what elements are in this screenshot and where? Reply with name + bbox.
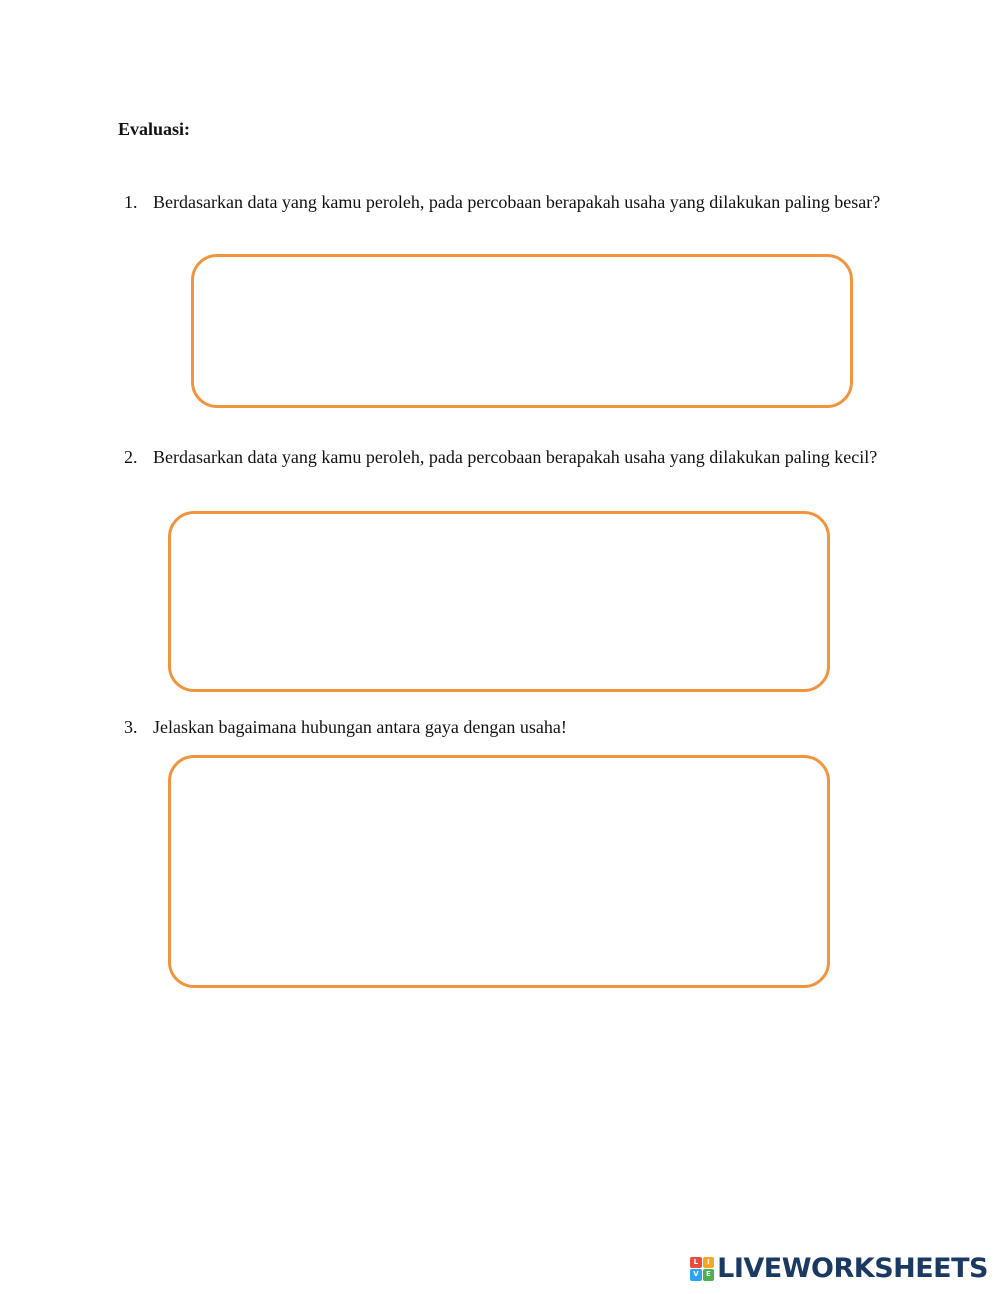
liveworksheets-logo-icon [690,1257,714,1281]
question-number: 2. [124,447,138,467]
liveworksheets-brand [690,1253,988,1284]
logo-tile-l: L [690,1257,702,1269]
question-number: 1. [124,192,138,212]
logo-tile-e: E [703,1269,715,1281]
question-text: Berdasarkan data yang kamu peroleh, pada percobaan berapakah usaha yang dilakukan paling besar? [153,192,881,212]
logo-tile-v: V [690,1269,702,1281]
brand-name: LIVEWORKSHEETS [717,1253,988,1284]
answer-box-1[interactable] [191,254,853,408]
logo-tile-i: I [703,1257,715,1269]
question-text: Jelaskan bagaimana hubungan antara gaya dengan usaha! [153,717,567,737]
answer-box-2[interactable] [168,511,830,692]
question-3 [118,716,882,739]
page-heading: Evaluasi: [118,119,191,139]
question-number: 3. [124,717,138,737]
question-text: Berdasarkan data yang kamu peroleh, pada percobaan berapakah usaha yang dilakukan paling kecil? [153,447,878,467]
question-2 [118,446,882,469]
question-1 [118,185,882,219]
answer-box-3[interactable] [168,755,830,988]
